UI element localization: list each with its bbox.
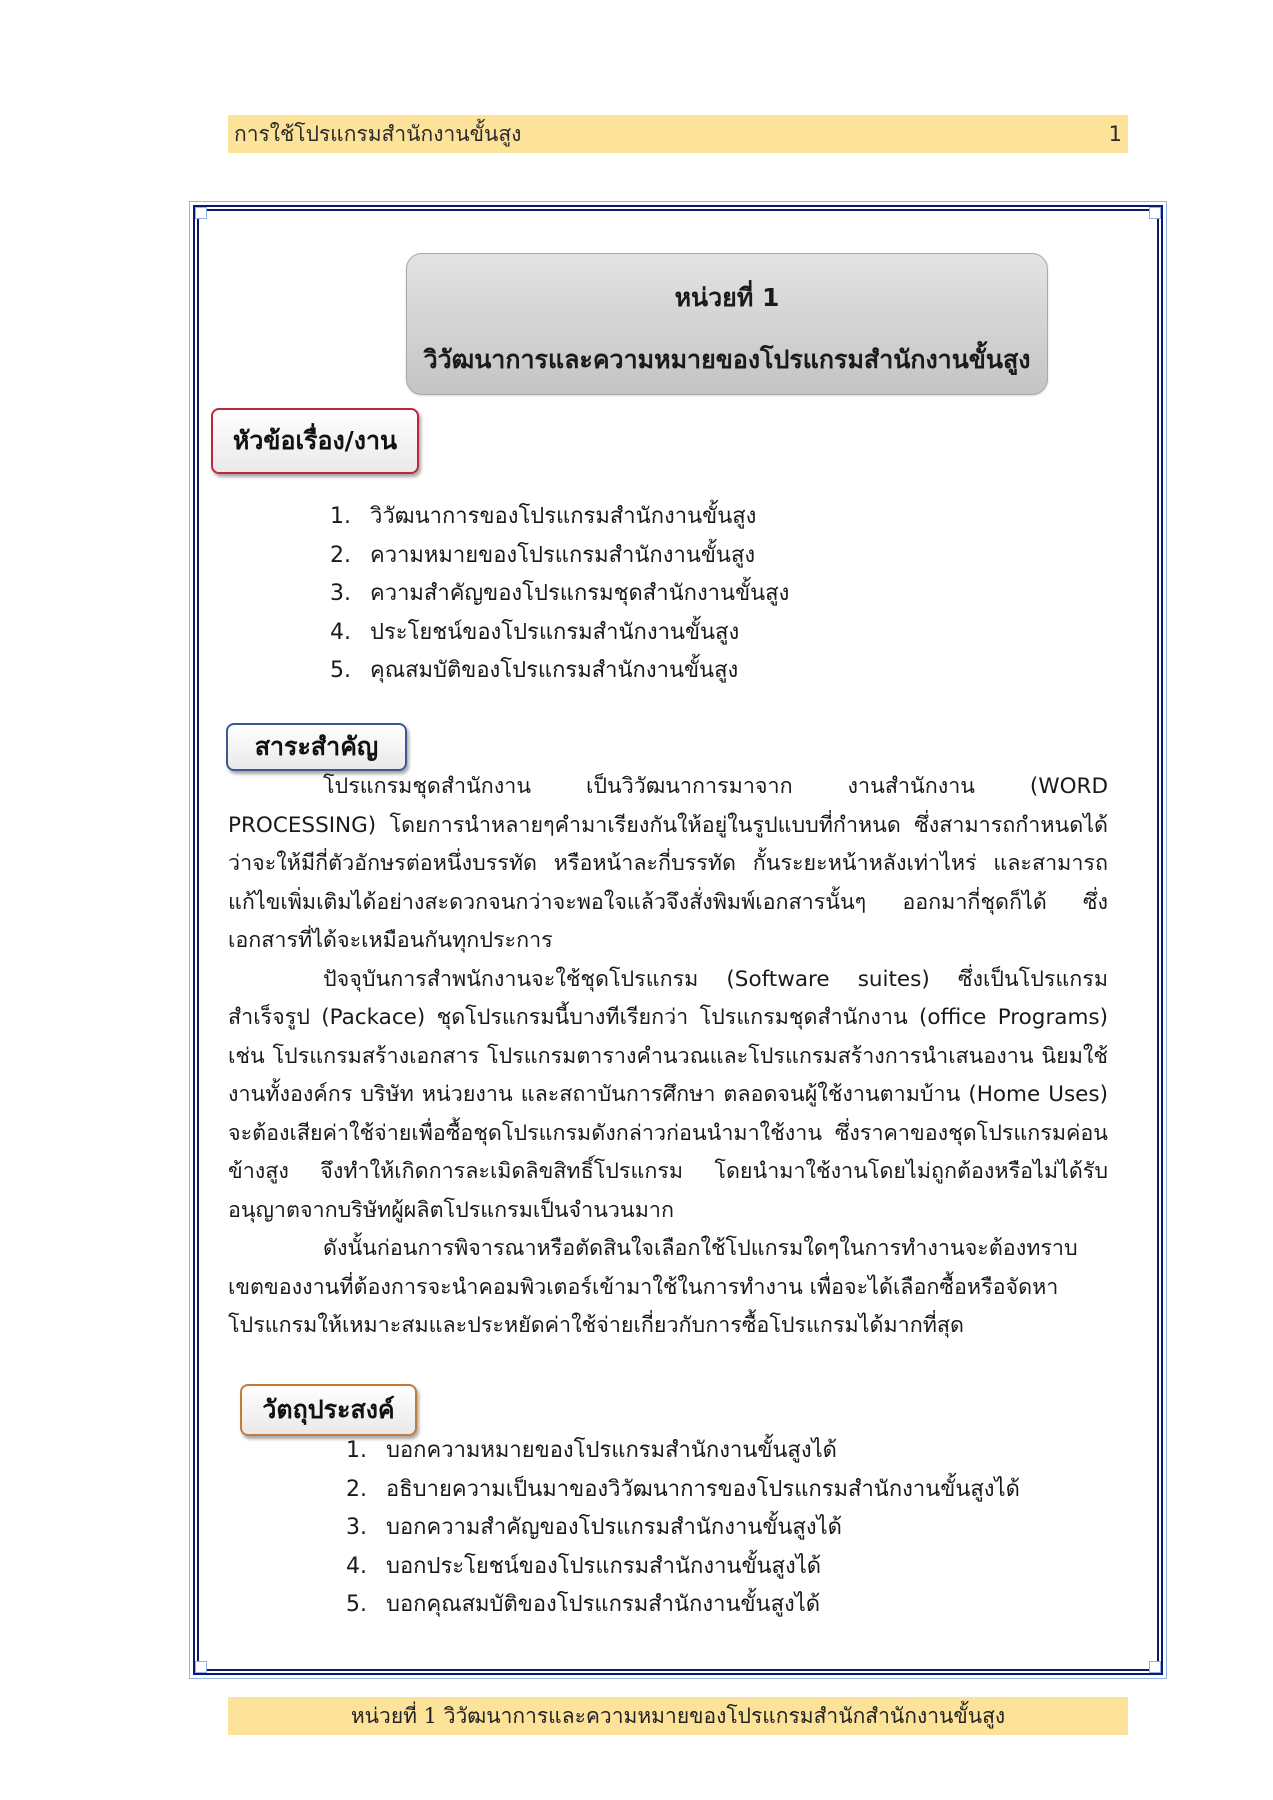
unit-title: วิวัฒนาการและความหมายของโปรแกรมสำนักงานขั้นสูง (423, 345, 1031, 374)
item-number: 4. (346, 1553, 367, 1579)
item-number: 2. (330, 542, 351, 568)
item-number: 3. (346, 1515, 367, 1540)
item-text: วิวัฒนาการของโปรแกรมสำนักงานขั้นสูง (370, 504, 757, 529)
frame-corner (195, 1661, 207, 1673)
topics-heading: หัวข้อเรื่อง/งาน (211, 408, 419, 474)
item-text: ประโยชน์ของโปรแกรมสำนักงานขั้นสูง (370, 619, 740, 645)
essence-heading: สาระสำคัญ (226, 723, 407, 771)
unit-title-box (406, 253, 1048, 395)
item-text: บอกความหมายของโปรแกรมสำนักงานขั้นสูงได้ (386, 1438, 837, 1463)
frame-corner (195, 207, 207, 219)
item-text: บอกประโยชน์ของโปรแกรมสำนักงานขั้นสูงได้ (386, 1553, 822, 1579)
list-item (330, 498, 789, 537)
item-number: 2. (346, 1476, 367, 1502)
item-text: ความสำคัญของโปรแกรมชุดสำนักงานขั้นสูง (370, 581, 790, 606)
list-item (330, 537, 789, 576)
item-number: 1. (330, 504, 351, 529)
list-item (346, 1432, 1020, 1471)
essence-paragraph: โปรแกรมชุดสำนักงาน เป็นวิวัฒนาการมาจาก งานสำนักงาน (WORD PROCESSING) โดยการนำหลายๆคำมาเรียงกันให้อยู่ในรูปแบบที่กำหนด ซึ่งสามารถกำหนดได้ว่าจะให้มีกี่ตัวอักษรต่อหนึ่งบรรทัด หรือหน้าละกี่บรรทัด กั้นระยะหน้าหลังเท่าไหร่ และสามารถแก้ไขเพิ่มเติมได้อย่างสะดวกจนกว่าจะพอใจแล้วจึงสั่งพิมพ์เอกสารนั้นๆ ออกมากี่ชุดก็ได้ ซึ่งเอกสารที่ได้จะเหมือนกันทุกประการ (228, 774, 1108, 953)
header-title: การใช้โปรแกรมสำนักงานขั้นสูง (234, 121, 522, 146)
footer-text: หน่วยที่ 1 วิวัฒนาการและความหมายของโปรแกรมสำนักสำนักงานขั้นสูง (350, 1703, 1006, 1728)
item-text: คุณสมบัติของโปรแกรมสำนักงานขั้นสูง (370, 658, 739, 683)
item-number: 5. (346, 1592, 367, 1617)
list-item (330, 652, 789, 691)
item-number: 4. (330, 619, 351, 645)
list-item (330, 614, 789, 653)
essence-body (228, 768, 1108, 1346)
topics-list (330, 498, 789, 691)
objectives-list (346, 1432, 1020, 1625)
list-item (346, 1509, 1020, 1548)
page-footer (228, 1697, 1128, 1735)
list-item (330, 575, 789, 614)
frame-corner (1149, 1661, 1161, 1673)
item-text: บอกคุณสมบัติของโปรแกรมสำนักงานขั้นสูงได้ (386, 1592, 821, 1617)
essence-paragraph: ปัจจุบันการสำพนักงานจะใช้ชุดโปรแกรม (Software suites) ซึ่งเป็นโปรแกรมสำเร็จรูป (Packace) ชุดโปรแกรมนี้บางทีเรียกว่า โปรแกรมชุดสำนักงาน (office Programs) เช่น โปรแกรมสร้างเอกสาร โปรแกรมตารางคำนวณและโปรแกรมสร้างการนำเสนองาน นิยมใช้งานทั้งองค์กร บริษัท หน่วยงาน และสถาบันการศึกษา ตลอดจนผู้ใช้งานตามบ้าน (Home Uses) จะต้องเสียค่าใช้จ่ายเพื่อซื้อชุดโปรแกรมดังกล่าวก่อนนำมาใช้งาน ซึ่งราคาของชุดโปรแกรมค่อนข้างสูง จึงทำให้เกิดการละเมิดลิขสิทธิ์โปรแกรม โดยนำมาใช้งานโดยไม่ถูกต้องหรือไม่ได้รับอนุญาตจากบริษัทผู้ผลิตโปรแกรมเป็นจำนวนมาก (228, 966, 1108, 1223)
page-header (228, 115, 1128, 153)
item-text: อธิบายความเป็นมาของวิวัฒนาการของโปรแกรมสำนักงานขั้นสูงได้ (386, 1476, 1020, 1502)
item-text: ความหมายของโปรแกรมสำนักงานขั้นสูง (370, 542, 756, 568)
item-number: 5. (330, 658, 351, 683)
essence-paragraph: ดังนั้นก่อนการพิจารณาหรือตัดสินใจเลือกใช้โปแกรมใดๆในการทำงานจะต้องทราบเขตของงานที่ต้องการจะนำคอมพิวเตอร์เข้ามาใช้ในการทำงาน เพื่อจะได้เลือกซื้อหรือจัดหาโปรแกรมให้เหมาะสมและประหยัดค่าใช้จ่ายเกี่ยวกับการซื้อโปรแกรมได้มากที่สุด (228, 1236, 1078, 1338)
unit-label: หน่วยที่ 1 (674, 283, 780, 312)
page-number: 1 (1108, 122, 1122, 146)
objectives-heading: วัตถุประสงค์ (240, 1384, 417, 1436)
item-number: 1. (346, 1438, 367, 1463)
list-item (346, 1548, 1020, 1587)
list-item (346, 1471, 1020, 1510)
frame-corner (1149, 207, 1161, 219)
item-text: บอกความสำคัญของโปรแกรมสำนักงานขั้นสูงได้ (386, 1515, 842, 1540)
list-item (346, 1586, 1020, 1625)
item-number: 3. (330, 581, 351, 606)
